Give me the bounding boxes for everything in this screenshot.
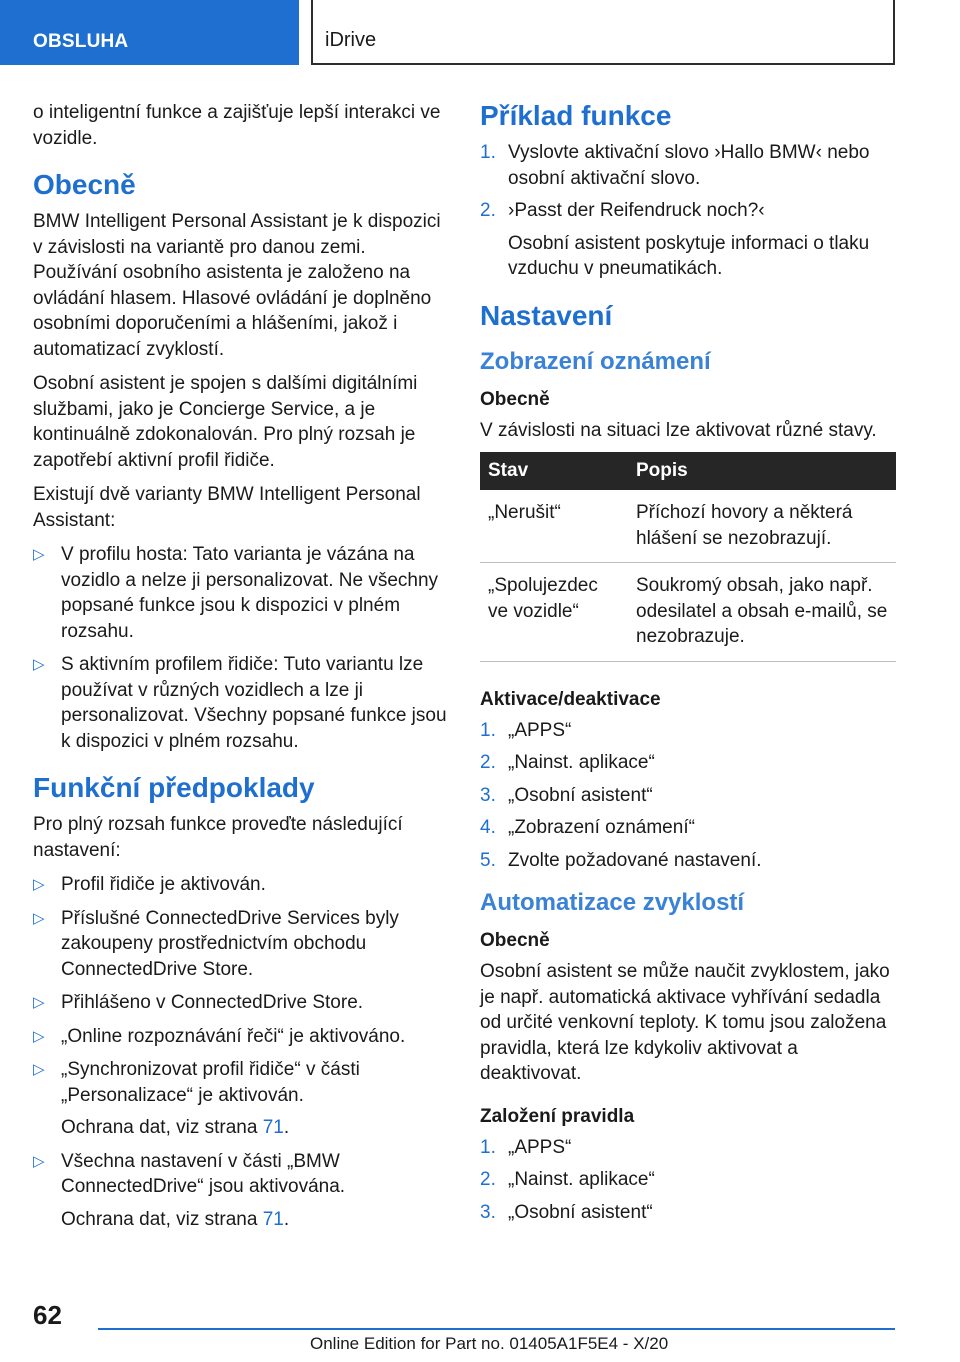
list-item: 2. ›Passt der Reifendruck noch?‹ Osobní asistent poskytuje informaci o tlaku vzduchu v pneumatikách. xyxy=(480,198,896,282)
footer-edition: Online Edition for Part no. 01405A1F5E4 - X/20 xyxy=(310,1334,669,1353)
privacy-note: Ochrana dat, viz strana 71. xyxy=(61,1117,290,1138)
list-item: ▷ „Synchronizovat profil řidiče“ v části „Personalizace“ je aktivován. Ochrana dat, viz strana 71. xyxy=(33,1057,449,1141)
prerequisites-list xyxy=(33,872,449,1232)
paragraph: Existují dvě varianty BMW Intelligent Personal Assistant: xyxy=(33,484,421,531)
column-header: Popis xyxy=(628,452,896,490)
heading-prerequisites: Funkční předpoklady xyxy=(33,772,315,803)
heading-settings: Nastavení xyxy=(480,299,613,331)
triangle-bullet-icon: ▷ xyxy=(33,1027,45,1045)
section-tab xyxy=(0,0,299,65)
states-table xyxy=(480,452,896,662)
list-item: 2. „Nainst. aplikace“ xyxy=(480,752,655,773)
list-item: ▷ Příslušné ConnectedDrive Services byly zakoupeny prostřednictvím obchodu ConnectedDrive Store. xyxy=(33,907,399,980)
heading-automation: Automatizace zvyklostí xyxy=(480,889,745,916)
heading-general: Obecně xyxy=(33,169,136,200)
triangle-bullet-icon: ▷ xyxy=(33,656,45,673)
step-note: Osobní asistent poskytuje informaci o tlaku vzduchu v pneumatikách. xyxy=(508,232,870,279)
column-header: Stav xyxy=(480,452,628,490)
paragraph: BMW Intelligent Personal Assistant je k dispozici v závislosti na variantě pro danou zemi. Používání osobního asistenta je založeno na ovládání hlasem. Hlasové ovládání je doplněno osobními doporučeními a hlášeními, jakož i automatizací zvyklostí. xyxy=(33,211,441,360)
triangle-bullet-icon: ▷ xyxy=(33,546,45,563)
variants-list xyxy=(33,542,449,754)
heading-example: Příklad funkce xyxy=(480,100,672,131)
paragraph: V závislosti na situaci lze aktivovat různé stavy. xyxy=(480,419,877,441)
triangle-bullet-icon: ▷ xyxy=(33,1152,45,1170)
triangle-bullet-icon: ▷ xyxy=(33,876,45,893)
paragraph: Pro plný rozsah funkce proveďte následující nastavení: xyxy=(33,814,403,861)
list-item: ▷ Všechna nastavení v části „BMW ConnectedDrive“ jsou aktivována. Ochrana dat, viz strana 71. xyxy=(33,1149,449,1233)
table-header-row xyxy=(480,452,896,490)
page-link[interactable]: 71 xyxy=(262,1117,284,1138)
footer-divider xyxy=(98,1328,895,1330)
triangle-bullet-icon: ▷ xyxy=(33,994,45,1011)
triangle-bullet-icon: ▷ xyxy=(33,1061,45,1078)
example-steps xyxy=(480,140,896,282)
list-item: 3. „Osobní asistent“ xyxy=(480,784,653,806)
list-item: 5. Zvolte požadované nastavení. xyxy=(480,849,762,871)
chapter-tab xyxy=(311,0,895,65)
privacy-note: Ochrana dat, viz strana 71. xyxy=(61,1208,290,1230)
paragraph: Osobní asistent se může naučit zvyklostem, jako je např. automatická aktivace vyhřívání sedadla od určité venkovní teploty. K tomu jsou založena pravidla, která lze kdykoliv aktivovat a deaktivovat. xyxy=(480,961,890,1084)
list-item: ▷ S aktivním profilem řidiče: Tuto variantu lze používat v různých vozidlech a lze ji personalizovat. Všechny popsané funkce jsou k dispozici v plném rozsahu. xyxy=(33,654,447,752)
page-link[interactable]: 71 xyxy=(262,1208,284,1230)
table-cell: „Nerušit“ xyxy=(480,490,628,563)
intro-paragraph: o inteligentní funkce a zajišťuje lepší interakci ve vozidle. xyxy=(33,102,441,149)
page-number: 62 xyxy=(33,1300,62,1330)
list-item: ▷ Profil řidiče je aktivován. xyxy=(33,872,449,898)
subheading-activation: Aktivace/deaktivace xyxy=(480,688,661,710)
rule-steps xyxy=(480,1135,896,1226)
chapter-title: iDrive xyxy=(325,29,377,51)
heading-notifications: Zobrazení oznámení xyxy=(480,347,711,375)
list-item: 1. „APPS“ xyxy=(480,719,572,741)
paragraph: Osobní asistent je spojen s dalšími digitálními službami, jako je Concierge Service, a je kontinuálně zdokonalován. Pro plný rozsah je zapotřebí aktivní profil řidiče. xyxy=(33,373,418,471)
list-item: 4. „Zobrazení oznámení“ xyxy=(480,817,695,838)
activation-steps xyxy=(480,718,896,874)
right-column xyxy=(480,100,896,1233)
list-item: 1. „APPS“ xyxy=(480,1136,572,1158)
section-title: OBSLUHA xyxy=(33,31,129,52)
subheading-general: Obecně xyxy=(480,388,550,410)
list-item: 2. „Nainst. aplikace“ xyxy=(480,1169,655,1190)
list-item: ▷ Přihlášeno v ConnectedDrive Store. xyxy=(33,990,449,1016)
table-cell: Soukromý obsah, jako např. odesilatel a obsah e-mailů, se nezobrazuje. xyxy=(628,563,896,662)
subheading-general: Obecně xyxy=(480,930,550,951)
table-row xyxy=(480,490,896,563)
table-cell: Příchozí hovory a některá hlášení se nezobrazují. xyxy=(628,490,896,563)
left-column xyxy=(33,100,449,1240)
subheading-create-rule: Založení pravidla xyxy=(480,1105,635,1127)
table-cell: „Spolujezdec ve vozidle“ xyxy=(480,563,628,662)
table-row xyxy=(480,563,896,662)
list-item: ▷ V profilu hosta: Tato varianta je vázána na vozidlo a nelze ji personalizovat. Ne všechny popsané funkce jsou k dispozici v plném rozsahu. xyxy=(33,544,439,642)
triangle-bullet-icon: ▷ xyxy=(33,909,45,927)
list-item: 1. Vyslovte aktivační slovo ›Hallo BMW‹ nebo osobní aktivační slovo. xyxy=(480,142,870,189)
list-item: 3. „Osobní asistent“ xyxy=(480,1201,653,1223)
list-item: ▷ „Online rozpoznávání řeči“ je aktivováno. xyxy=(33,1024,449,1050)
